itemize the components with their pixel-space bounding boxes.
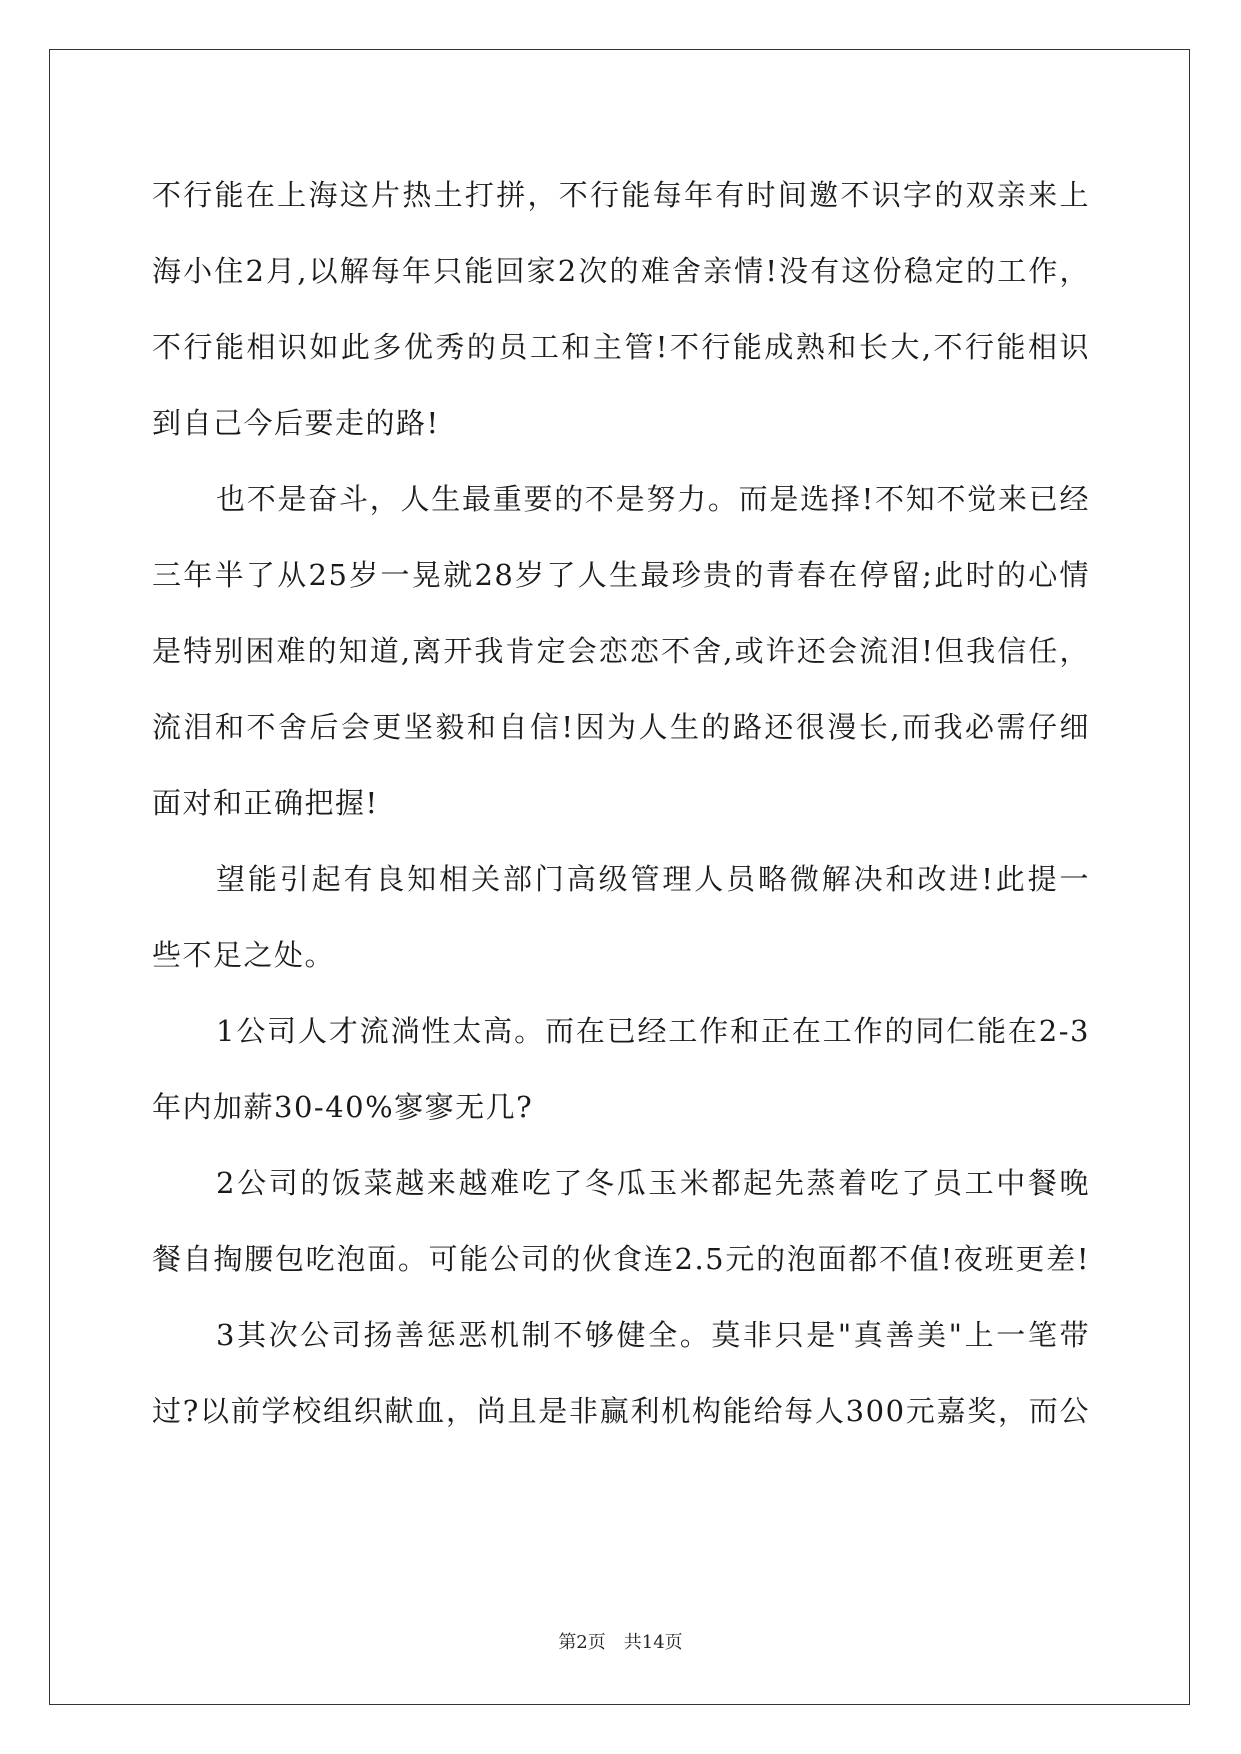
paragraph-first-line: 2公司的饭菜越来越难吃了冬瓜玉米都起先蒸着吃了员工中餐晚	[216, 1166, 1090, 1200]
text-line: 到自己今后要走的路!	[152, 406, 440, 440]
text-line: 是特别困难的知道,离开我肯定会恋恋不舍,或许还会流泪!但我信任，	[152, 634, 1090, 668]
document-body	[152, 157, 1090, 1449]
text-line: 过?以前学校组织献血，尚且是非赢利机构能给每人300元嘉奖，而公	[152, 1394, 1090, 1428]
page-footer	[0, 1628, 1241, 1654]
paragraph-first-line: 也不是奋斗，人生最重要的不是努力。而是选择!不知不觉来已经	[216, 482, 1090, 516]
text-line: 不行能相识如此多优秀的员工和主管!不行能成熟和长大,不行能相识	[152, 330, 1090, 364]
text-line: 餐自掏腰包吃泡面。可能公司的伙食连2.5元的泡面都不值!夜班更差!	[152, 1242, 1090, 1276]
page-number: 第2页	[558, 1632, 606, 1653]
page-total: 共14页	[623, 1632, 683, 1653]
paragraph-first-line: 3其次公司扬善惩恶机制不够健全。莫非只是"真善美"上一笔带	[216, 1318, 1090, 1352]
paragraph-first-line: 望能引起有良知相关部门高级管理人员略微解决和改进!此提一	[216, 862, 1090, 896]
text-line: 面对和正确把握!	[152, 786, 379, 820]
text-line: 流泪和不舍后会更坚毅和自信!因为人生的路还很漫长,而我必需仔细	[152, 710, 1090, 744]
text-line: 些不足之处。	[152, 938, 336, 972]
text-line: 海小住2月,以解每年只能回家2次的难舍亲情!没有这份稳定的工作，	[152, 254, 1090, 288]
text-line: 三年半了从25岁一晃就28岁了人生最珍贵的青春在停留;此时的心情	[152, 558, 1090, 592]
paragraph-first-line: 1公司人才流淌性太高。而在已经工作和正在工作的同仁能在2-3	[216, 1014, 1090, 1048]
text-line: 不行能在上海这片热土打拼，不行能每年有时间邀不识字的双亲来上	[152, 178, 1090, 212]
text-line: 年内加薪30-40%寥寥无几?	[152, 1090, 534, 1124]
